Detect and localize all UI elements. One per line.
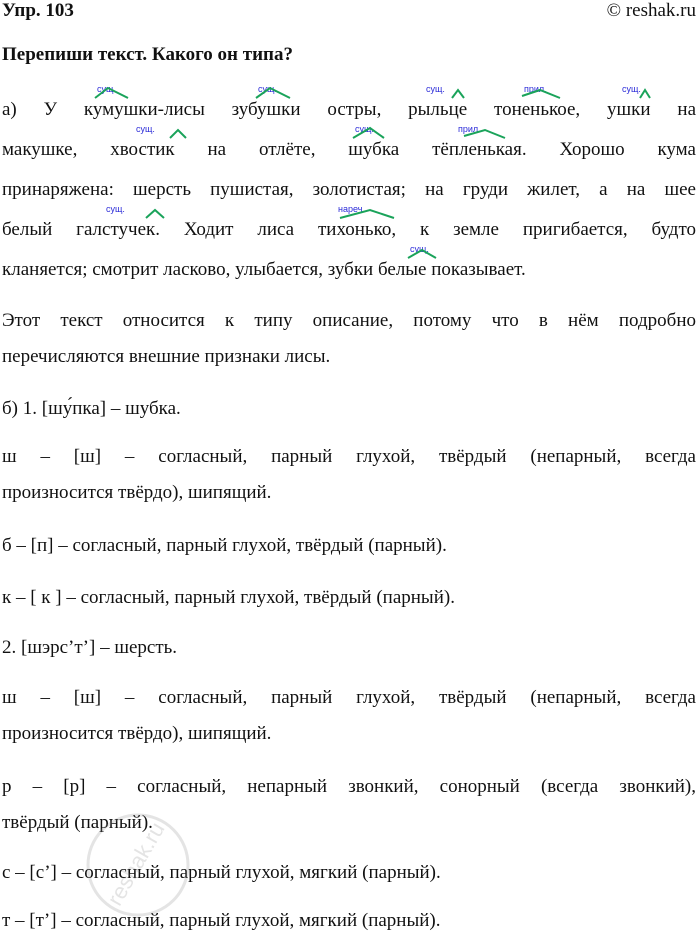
suffix-mark [452, 90, 464, 98]
phoneme-sh2-line-1: ш – [ш] – согласный, парный глухой, твёрдый (непарный, всегда [2, 687, 696, 708]
conclusion-line-2: перечисляются внешние признаки лисы. [2, 346, 331, 367]
phoneme-sh2-line-2: произносится твёрдо), шипящий. [2, 723, 272, 744]
text-a-line-4: белый галстучек. Ходит лиса тихонько, к земле пригибается, будто [2, 219, 696, 240]
suffix-mark [170, 130, 186, 138]
phoneme-sh-line-1: ш – [ш] – согласный, парный глухой, твёрдый (непарный, всегда [2, 446, 696, 467]
pos-label-adv: нареч. [338, 204, 365, 214]
text-a-line-3: принаряжена: шерсть пушистая, золотистая; на груди жилет, а на шее [2, 179, 696, 200]
phoneme-r-line-2: твёрдый (парный). [2, 812, 153, 833]
conclusion-line-1: Этот текст относится к типу описание, потому что в нём подробно [2, 310, 696, 331]
text-a-line-1: а) У кумушки-лисы зубушки остры, рыльце тоненькое, ушки на [2, 99, 696, 120]
phoneme-s: с – [с’] – согласный, парный глухой, мягкий (парный). [2, 862, 441, 883]
exercise-number: Упр. 103 [2, 0, 74, 21]
phoneme-b: б – [п] – согласный, парный глухой, твёрдый (парный). [2, 535, 447, 556]
watermark-text: reshak.ru [102, 817, 170, 910]
pos-label-noun: сущ. [97, 84, 116, 94]
phoneme-r-line-1: р – [р] – согласный, непарный звонкий, сонорный (всегда звонкий), [2, 776, 696, 797]
phoneme-k: к – [ к ] – согласный, парный глухой, твёрдый (парный). [2, 587, 455, 608]
pos-label-noun: сущ. [622, 84, 641, 94]
phonetic-item-1: б) 1. [шу́пка] – шубка. [2, 398, 181, 419]
pos-label-noun: сущ. [426, 84, 445, 94]
phoneme-sh-line-2: произносится твёрдо), шипящий. [2, 482, 272, 503]
pos-label-adj: прил. [524, 84, 547, 94]
task-heading: Перепиши текст. Какого он типа? [2, 44, 293, 65]
page-header [0, 0, 700, 30]
suffix-mark [640, 90, 650, 98]
site-copyright: © reshak.ru [606, 0, 696, 21]
pos-label-noun: сущ. [355, 124, 374, 134]
pos-label-noun: сущ. [136, 124, 155, 134]
pos-label-noun: сущ. [258, 84, 277, 94]
pos-label-adj: прил. [458, 124, 481, 134]
pos-label-noun: сущ. [106, 204, 125, 214]
phoneme-t: т – [т’] – согласный, парный глухой, мягкий (парный). [2, 910, 441, 931]
phonetic-item-2: 2. [шэрс’т’] – шерсть. [2, 637, 178, 658]
text-a-line-2: макушке, хвостик на отлёте, шубка тёпленькая. Хорошо кума [2, 139, 696, 160]
pos-label-noun: сущ. [410, 244, 429, 254]
suffix-mark [146, 210, 164, 218]
text-a-line-5: кланяется; смотрит ласково, улыбается, зубки белые показывает. [2, 259, 526, 280]
